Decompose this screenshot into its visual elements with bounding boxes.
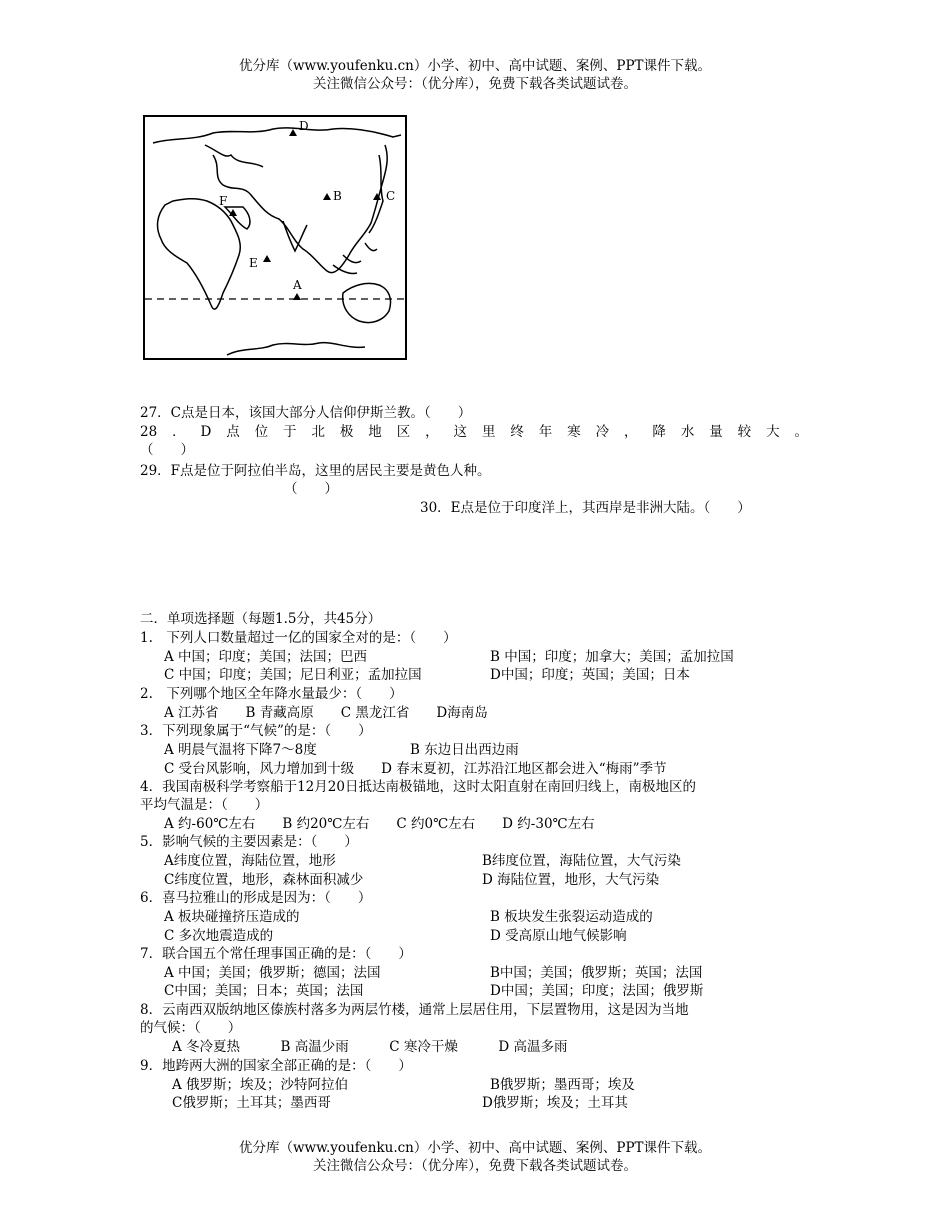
question-27: 27．C点是日本，该国大部分人信仰伊斯兰教。（ ）: [140, 405, 472, 421]
q9-option-a: A 俄罗斯；埃及；沙特阿拉伯: [172, 1077, 349, 1093]
question-5: 5．影响气候的主要因素是：（ ）: [140, 834, 358, 850]
q5-option-b: B纬度位置，海陆位置，大气污染: [482, 853, 681, 869]
footer-line-2: 关注微信公众号：（优分库），免费下载各类试题试卷。: [313, 1158, 637, 1174]
question-2: 2. 下列哪个地区全年降水量最少：（ ）: [140, 686, 403, 702]
question-8-line1: 8．云南西双版纳地区傣族村落多为两层竹楼，通常上层居住用，下层置物用，这是因为当地: [140, 1002, 689, 1018]
q4-options: A 约-60℃左右 B 约20℃左右 C 约0℃左右 D 约-30℃左右: [164, 816, 595, 832]
q5-option-a: A纬度位置，海陆位置，地形: [164, 853, 336, 869]
label-a: A: [293, 278, 302, 292]
label-d: D: [299, 119, 309, 133]
q6-option-b: B 板块发生张裂运动造成的: [490, 909, 653, 925]
question-8-line2: 的气候：（ ）: [140, 1020, 242, 1036]
question-4-line1: 4．我国南极科学考察船于12月20日抵达南极锚地，这时太阳直射在南回归线上，南极地区的: [140, 779, 696, 795]
q7-option-c: C中国；美国；日本；英国；法国: [164, 983, 364, 999]
footer-line-1: 优分库（www.youfenku.cn）小学、初中、高中试题、案例、PPT课件下载。: [238, 1140, 712, 1156]
q5-option-c: C纬度位置，地形，森林面积减少: [164, 872, 364, 888]
label-c: C: [386, 189, 396, 203]
q1-option-a: A 中国；印度；美国；法国；巴西: [164, 649, 368, 665]
question-9: 9．地跨两大洲的国家全部正确的是：（ ）: [140, 1058, 412, 1074]
q3-options-cd: C 受台风影响，风力增加到十级 D 春末夏初，江苏沿江地区都会进入“梅雨”季节: [164, 761, 667, 777]
q8-options: A 冬冷夏热 B 高温少雨 C 寒冷干燥 D 高温多雨: [172, 1039, 568, 1055]
question-28-line1: 28．D点位于北极地区，这里终年寒冷，降水量较大。: [140, 424, 808, 440]
question-7: 7．联合国五个常任理事国正确的是：（ ）: [140, 946, 412, 962]
label-e: E: [249, 256, 258, 270]
question-6: 6．喜马拉雅山的形成是因为：（ ）: [140, 890, 372, 906]
q1-option-d: D中国；印度；英国；美国；日本: [490, 667, 690, 683]
q7-option-b: B中国；美国；俄罗斯；英国；法国: [490, 965, 703, 981]
question-3: 3．下列现象属于“气候”的是：（ ）: [140, 723, 372, 739]
label-b: B: [333, 189, 342, 203]
question-4-line2: 平均气温是：（ ）: [140, 797, 269, 813]
question-29-blank: （ ）: [284, 481, 338, 497]
question-30: 30．E点是位于印度洋上，其西岸是非洲大陆。（ ）: [420, 500, 751, 516]
q6-option-d: D 受高原山地气候影响: [490, 928, 627, 944]
q6-option-a: A 板块碰撞挤压造成的: [164, 909, 300, 925]
q1-option-b: B 中国；印度；加拿大；美国；孟加拉国: [490, 649, 734, 665]
q6-option-c: C 多次地震造成的: [164, 928, 274, 944]
header-line-2: 关注微信公众号：（优分库），免费下载各类试题试卷。: [313, 76, 637, 92]
q7-option-a: A 中国；美国；俄罗斯；德国；法国: [164, 965, 381, 981]
world-map-figure: [143, 115, 408, 360]
q3-option-b: B 东边日出西边雨: [410, 742, 519, 758]
q5-option-d: D 海陆位置，地形，大气污染: [482, 872, 660, 888]
q3-option-a: A 明晨气温将下降7～8度: [164, 742, 317, 758]
q9-option-d: D俄罗斯；埃及；土耳其: [482, 1095, 628, 1111]
q1-option-c: C 中国；印度；美国；尼日利亚；孟加拉国: [164, 667, 422, 683]
header-line-1: 优分库（www.youfenku.cn）小学、初中、高中试题、案例、PPT课件下载。: [238, 58, 712, 74]
section-title: 二．单项选择题（每题1.5分，共45分）: [140, 611, 382, 627]
q7-option-d: D中国；美国；印度；法国；俄罗斯: [490, 983, 704, 999]
question-29: 29．F点是位于阿拉伯半岛，这里的居民主要是黄色人种。: [140, 463, 491, 479]
q2-options: A 江苏省 B 青藏高原 C 黑龙江省 D海南岛: [164, 705, 488, 721]
q9-option-c: C俄罗斯；土耳其；墨西哥: [172, 1095, 331, 1111]
question-28-line2: （ ）: [140, 442, 194, 458]
label-f: F: [219, 194, 228, 208]
question-1: 1. 下列人口数量超过一亿的国家全对的是：（ ）: [140, 630, 457, 646]
q9-option-b: B俄罗斯；墨西哥；埃及: [490, 1077, 635, 1093]
